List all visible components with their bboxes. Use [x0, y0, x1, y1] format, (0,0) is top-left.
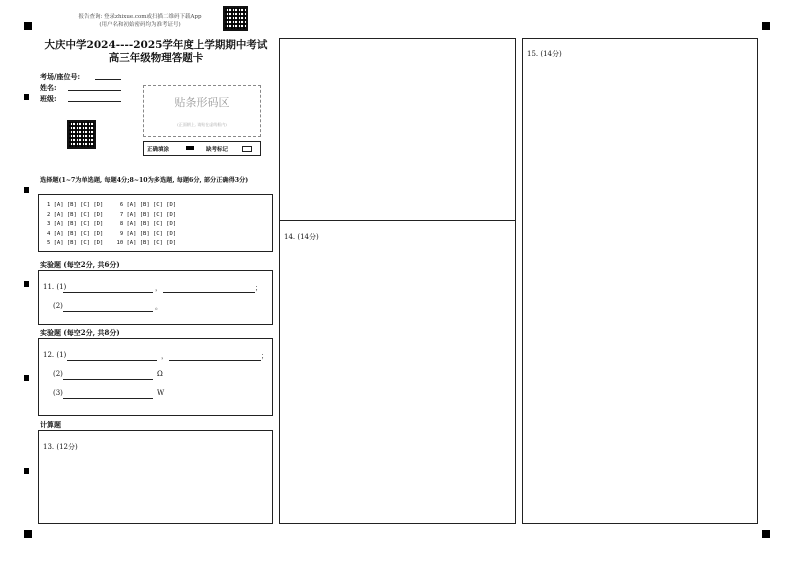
- q14-answer-box[interactable]: [279, 220, 516, 524]
- choice-box: [38, 194, 273, 252]
- choice-heading: 选择题(1~7为单选题, 每题4分;8~10为多选题, 每题6分, 部分正确得3分): [40, 177, 249, 184]
- seat-label: 考场/座位号:: [40, 72, 81, 81]
- timing-mark: [24, 187, 29, 193]
- calc-heading: 计算题: [40, 420, 61, 429]
- report-notice: [60, 12, 220, 28]
- absent-mark-label: 缺考标记: [206, 147, 229, 153]
- correct-fill-label: 正确填涂: [147, 147, 170, 153]
- q11-blank1[interactable]: [63, 292, 153, 293]
- q11-blank2[interactable]: [163, 292, 255, 293]
- choice-row[interactable]: 4 [A] [B] [C] [D] 9 [A] [B] [C] [D]: [47, 230, 177, 237]
- exp2-heading: 实验题 (每空2分, 共8分): [40, 328, 120, 337]
- report-notice-line2: (用户名和初始密码均为准考证号): [99, 22, 181, 28]
- timing-mark: [24, 281, 29, 287]
- name-label: 姓名:: [40, 83, 57, 92]
- class-label: 班级:: [40, 94, 57, 103]
- q12-part3-unit: W: [157, 389, 165, 397]
- q12-part2-label: (2): [53, 370, 63, 378]
- q15-label: 15. (14分): [527, 50, 562, 58]
- q12-blank4[interactable]: [63, 398, 153, 399]
- fill-legend: [143, 141, 261, 156]
- q15-answer-box[interactable]: [522, 38, 758, 524]
- exp2-box: [38, 338, 273, 416]
- q11-blank3[interactable]: [63, 311, 153, 312]
- corner-mark-bottom-left: [24, 530, 32, 538]
- barcode-title: 贴条形码区: [174, 96, 230, 109]
- class-field[interactable]: [68, 101, 121, 102]
- timing-mark: [24, 94, 29, 100]
- q11-sep: ，: [155, 284, 162, 292]
- top-qr-code: [223, 6, 248, 31]
- q11-part2-end: 。: [155, 303, 162, 311]
- q12-blank3[interactable]: [63, 379, 153, 380]
- q12-part3-label: (3): [53, 389, 63, 397]
- report-notice-line1: 报告查询: 登录zhixue.com或扫描二维码下载App: [78, 14, 202, 20]
- seat-field[interactable]: [95, 79, 121, 80]
- q12-blank1[interactable]: [67, 360, 157, 361]
- q13-answer-box[interactable]: [38, 430, 273, 524]
- q12-sep: ，: [161, 352, 168, 360]
- q12-end: ；: [261, 352, 268, 360]
- corner-mark-top-left: [24, 22, 32, 30]
- correct-fill-sample: [186, 146, 194, 150]
- choice-row[interactable]: 3 [A] [B] [C] [D] 8 [A] [B] [C] [D]: [47, 221, 177, 227]
- exam-title-line1: 大庆中学2024----2025学年度上学期期中考试: [44, 39, 268, 51]
- choice-row[interactable]: 2 [A] [B] [C] [D] 7 [A] [B] [C] [D]: [47, 211, 177, 218]
- choice-row[interactable]: 1 [A] [B] [C] [D] 6 [A] [B] [C] [D]: [47, 202, 177, 208]
- corner-mark-top-right: [762, 22, 770, 30]
- q13-label: 13. (12分): [43, 443, 78, 451]
- q12-blank2[interactable]: [169, 360, 261, 361]
- absent-mark-box[interactable]: [242, 146, 252, 152]
- student-qr-code: [67, 120, 96, 149]
- q11-part2-label: (2): [53, 302, 63, 310]
- middle-upper-box[interactable]: [279, 38, 516, 221]
- exam-title: [38, 39, 274, 65]
- q12-part2-unit: Ω: [157, 370, 163, 378]
- exam-title-line2: 高三年级物理答题卡: [108, 52, 204, 64]
- choice-row[interactable]: 5 [A] [B] [C] [D] 10 [A] [B] [C] [D]: [47, 240, 177, 246]
- timing-mark: [24, 375, 29, 381]
- q11-end: ；: [255, 284, 262, 292]
- exp1-box: [38, 270, 273, 325]
- barcode-area: [143, 85, 261, 137]
- q12-label: 12. (1): [43, 351, 67, 359]
- q11-label: 11. (1): [43, 283, 67, 291]
- q14-label: 14. (14分): [284, 233, 319, 241]
- corner-mark-bottom-right: [762, 530, 770, 538]
- exp1-heading: 实验题 (每空2分, 共6分): [40, 260, 120, 269]
- name-field[interactable]: [68, 90, 121, 91]
- timing-mark: [24, 468, 29, 474]
- barcode-hint: (正面朝上, 请贴在虚线框内): [177, 122, 227, 127]
